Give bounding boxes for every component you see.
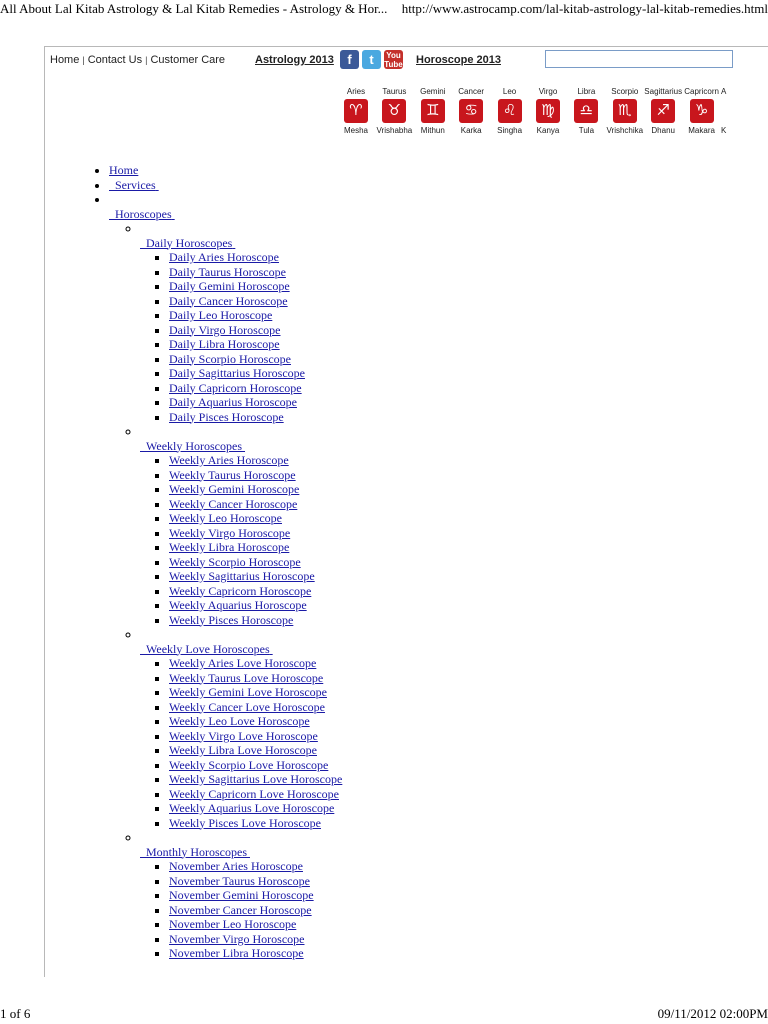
- zodiac-sign[interactable]: [491, 87, 529, 135]
- youtube-icon[interactable]: [384, 50, 403, 69]
- menu-item: [169, 772, 480, 787]
- menu-item: [169, 584, 480, 599]
- nav-contact-link[interactable]: Contact Us: [87, 54, 143, 66]
- menu-item: [169, 946, 480, 961]
- horoscope-link[interactable]: Weekly Aries Horoscope: [169, 453, 289, 467]
- menu-category: [140, 221, 480, 424]
- zodiac-english-name: Capricorn: [684, 87, 719, 96]
- menu-category-items: [140, 859, 480, 961]
- horoscope-link[interactable]: Weekly Aquarius Horoscope: [169, 598, 307, 612]
- horoscope-link[interactable]: Weekly Sagittarius Horoscope: [169, 569, 315, 583]
- social-links: [340, 50, 406, 72]
- menu-item: [169, 932, 480, 947]
- menu-item: [169, 294, 480, 309]
- print-datetime: 09/11/2012 02:00PM: [657, 1006, 768, 1021]
- menu-item: [169, 381, 480, 396]
- zodiac-english-name: Scorpio: [611, 87, 639, 96]
- zodiac-sign-icon[interactable]: ♌: [498, 99, 522, 123]
- menu-category-link[interactable]: [140, 642, 273, 657]
- menu-category: [140, 627, 480, 830]
- print-page-url: http://www.astrocamp.com/lal-kitab-astrology-lal-kitab-remedies.html: [401, 1, 768, 16]
- horoscope-link[interactable]: Weekly Cancer Love Horoscope: [169, 699, 325, 714]
- menu-category-label: Daily Horoscopes: [146, 235, 233, 250]
- print-header: [0, 0, 768, 18]
- horoscope-link[interactable]: November Libra Horoscope: [169, 946, 304, 960]
- zodiac-hindi-name: Vrishabha: [376, 126, 413, 135]
- zodiac-hindi-name: Kanya: [536, 126, 560, 135]
- menu-item: [169, 250, 480, 265]
- menu-item: [169, 758, 480, 773]
- menu-item: [169, 497, 480, 512]
- horoscope-link[interactable]: Daily Scorpio Horoscope: [169, 351, 291, 366]
- menu-level-1: [80, 163, 480, 961]
- menu-item: [169, 598, 480, 613]
- facebook-icon[interactable]: f: [340, 50, 359, 69]
- twitter-icon[interactable]: t: [362, 50, 381, 69]
- horoscope-link[interactable]: Weekly Leo Horoscope: [169, 511, 282, 525]
- horoscope-link[interactable]: November Aries Horoscope: [169, 859, 303, 873]
- horoscope-link[interactable]: Weekly Sagittarius Love Horoscope: [169, 772, 343, 786]
- zodiac-english-name: Libra: [577, 87, 596, 96]
- horoscope-link[interactable]: November Virgo Horoscope: [169, 931, 305, 946]
- horoscope-link[interactable]: Weekly Aquarius Love Horoscope: [169, 801, 335, 815]
- horoscope-link[interactable]: Weekly Taurus Love Horoscope: [169, 670, 324, 685]
- zodiac-english-name: Taurus: [382, 87, 407, 96]
- zodiac-sign[interactable]: [644, 87, 682, 135]
- zodiac-sign[interactable]: [452, 87, 490, 135]
- menu-services-link[interactable]: [109, 178, 159, 192]
- site-menu: [80, 163, 480, 961]
- horoscope-link[interactable]: November Leo Horoscope: [169, 917, 297, 931]
- horoscope-2013-link[interactable]: Horoscope 2013: [416, 54, 501, 66]
- menu-item: [169, 613, 480, 628]
- menu-item: [169, 700, 480, 715]
- nav-separator: |: [82, 55, 85, 65]
- menu-home-link[interactable]: Home: [109, 163, 139, 177]
- menu-item: [169, 801, 480, 816]
- top-bar: [48, 50, 768, 72]
- horoscope-link[interactable]: Weekly Virgo Horoscope: [169, 525, 291, 540]
- zodiac-sign-icon[interactable]: ♎: [574, 99, 598, 123]
- horoscope-link[interactable]: Weekly Scorpio Horoscope: [169, 554, 301, 569]
- zodiac-sign[interactable]: [567, 87, 605, 135]
- horoscope-link[interactable]: Daily Cancer Horoscope: [169, 293, 288, 308]
- zodiac-english-name: Aries: [346, 87, 366, 96]
- menu-category-label: Weekly Horoscopes: [146, 438, 243, 453]
- menu-item: [169, 337, 480, 352]
- youtube-icon-bottom: Tube: [384, 60, 403, 69]
- zodiac-sign[interactable]: [375, 87, 413, 135]
- menu-category-link[interactable]: [140, 236, 235, 251]
- horoscope-link[interactable]: Daily Pisces Horoscope: [169, 409, 284, 424]
- menu-item: [169, 279, 480, 294]
- horoscope-link[interactable]: Weekly Libra Horoscope: [169, 540, 290, 554]
- zodiac-hindi-name: Mesha: [343, 126, 368, 135]
- horoscope-link[interactable]: Daily Aquarius Horoscope: [169, 395, 297, 409]
- print-page-number: 1 of 6: [0, 1006, 31, 1021]
- zodiac-sign[interactable]: [337, 87, 375, 135]
- menu-item: [169, 743, 480, 758]
- zodiac-sign[interactable]: [529, 87, 567, 135]
- zodiac-sign-icon[interactable]: ♍: [536, 99, 560, 123]
- menu-item: [169, 859, 480, 874]
- horoscope-link[interactable]: Weekly Pisces Love Horoscope: [169, 815, 321, 830]
- horoscope-link[interactable]: Weekly Scorpio Love Horoscope: [169, 757, 329, 772]
- menu-category: [140, 424, 480, 627]
- zodiac-english-name: A: [721, 87, 727, 96]
- menu-item: [169, 569, 480, 584]
- horoscope-link[interactable]: Daily Sagittarius Horoscope: [169, 366, 305, 380]
- horoscope-link[interactable]: Weekly Taurus Horoscope: [169, 467, 296, 482]
- menu-item: [169, 468, 480, 483]
- zodiac-english-name: Gemini: [420, 87, 446, 96]
- menu-category-link[interactable]: [140, 845, 250, 860]
- menu-item: [169, 787, 480, 802]
- print-page-title: All About Lal Kitab Astrology & Lal Kitab Remedies - Astrology & Hor...: [0, 1, 388, 16]
- menu-category-label: Monthly Horoscopes: [146, 844, 247, 859]
- menu-horoscopes-link[interactable]: [109, 207, 175, 221]
- horoscope-link[interactable]: November Cancer Horoscope: [169, 902, 312, 917]
- horoscope-link[interactable]: Weekly Capricorn Horoscope: [169, 583, 312, 598]
- menu-item: [169, 526, 480, 541]
- horoscope-link[interactable]: Weekly Libra Love Horoscope: [169, 743, 317, 757]
- print-footer: [0, 1006, 768, 1022]
- menu-item: [169, 453, 480, 468]
- top-nav: [50, 54, 225, 66]
- horoscope-link[interactable]: Daily Aries Horoscope: [169, 250, 279, 264]
- horoscope-link[interactable]: Weekly Gemini Love Horoscope: [169, 685, 327, 699]
- menu-item: [169, 656, 480, 671]
- zodiac-english-name: Sagittarius: [644, 87, 683, 96]
- menu-services-label: Services: [115, 177, 156, 192]
- menu-item: [169, 308, 480, 323]
- menu-item: [169, 482, 480, 497]
- zodiac-sign-icon[interactable]: ♋: [459, 99, 483, 123]
- menu-item: [169, 540, 480, 555]
- menu-category: [140, 830, 480, 961]
- zodiac-sign-icon[interactable]: ♑: [690, 99, 714, 123]
- astrology-2013-link[interactable]: Astrology 2013: [255, 54, 334, 66]
- horoscope-link[interactable]: November Gemini Horoscope: [169, 888, 314, 902]
- menu-item: [169, 816, 480, 831]
- nav-home-link[interactable]: Home: [50, 54, 80, 66]
- horoscope-link[interactable]: Weekly Cancer Horoscope: [169, 496, 298, 511]
- menu-item: [169, 671, 480, 686]
- menu-item: [169, 555, 480, 570]
- menu-item: [169, 395, 480, 410]
- nav-separator: |: [145, 55, 148, 65]
- horoscope-link[interactable]: Weekly Capricorn Love Horoscope: [169, 786, 339, 801]
- horoscope-link[interactable]: Weekly Leo Love Horoscope: [169, 714, 310, 728]
- zodiac-hindi-name: K: [721, 126, 727, 135]
- menu-category-link[interactable]: [140, 439, 245, 454]
- zodiac-hindi-name: Makara: [688, 126, 715, 135]
- zodiac-sign-icon[interactable]: ♉: [382, 99, 406, 123]
- zodiac-sign[interactable]: [683, 87, 721, 135]
- menu-item: [169, 323, 480, 338]
- menu-item: [169, 685, 480, 700]
- horoscope-link[interactable]: Weekly Aries Love Horoscope: [169, 656, 317, 670]
- zodiac-sign[interactable]: [606, 87, 644, 135]
- horoscope-link[interactable]: Daily Virgo Horoscope: [169, 322, 281, 337]
- menu-item-horoscopes: [109, 192, 480, 961]
- menu-item: [169, 352, 480, 367]
- zodiac-sign[interactable]: [414, 87, 452, 135]
- menu-item: [169, 874, 480, 889]
- menu-category-items: [140, 250, 480, 424]
- zodiac-hindi-name: Dhanu: [651, 126, 675, 135]
- menu-item: [169, 714, 480, 729]
- zodiac-english-name: Virgo: [538, 87, 558, 96]
- menu-item: [169, 265, 480, 280]
- menu-category-items: [140, 656, 480, 830]
- zodiac-english-name: Cancer: [458, 87, 485, 96]
- horoscope-categories: [109, 221, 480, 961]
- horoscope-link[interactable]: Daily Taurus Horoscope: [169, 264, 286, 279]
- horoscope-link[interactable]: Daily Gemini Horoscope: [169, 279, 290, 293]
- horoscope-link[interactable]: Daily Capricorn Horoscope: [169, 380, 302, 395]
- menu-item: [169, 366, 480, 381]
- horoscope-link[interactable]: Weekly Gemini Horoscope: [169, 482, 300, 496]
- nav-customer-care-link[interactable]: Customer Care: [150, 54, 226, 66]
- horoscope-link[interactable]: November Taurus Horoscope: [169, 873, 310, 888]
- zodiac-english-name: Leo: [502, 87, 517, 96]
- menu-category-items: [140, 453, 480, 627]
- horoscope-link[interactable]: Daily Libra Horoscope: [169, 337, 280, 351]
- search-input[interactable]: [545, 50, 733, 68]
- horoscope-link[interactable]: Weekly Virgo Love Horoscope: [169, 728, 318, 743]
- zodiac-hindi-name: Tula: [578, 126, 595, 135]
- menu-item-services: [109, 178, 480, 193]
- menu-item-home: [109, 163, 480, 178]
- zodiac-hindi-name: Mithun: [420, 126, 445, 135]
- menu-item: [169, 511, 480, 526]
- youtube-icon-top: You: [386, 51, 401, 60]
- zodiac-sign-icon[interactable]: ♊: [421, 99, 445, 123]
- menu-item: [169, 729, 480, 744]
- menu-item: [169, 888, 480, 903]
- menu-item: [169, 903, 480, 918]
- menu-horoscopes-label: Horoscopes: [115, 206, 172, 221]
- zodiac-hindi-name: Vrishchika: [606, 126, 644, 135]
- menu-item: [169, 410, 480, 425]
- horoscope-link[interactable]: Weekly Pisces Horoscope: [169, 612, 294, 627]
- zodiac-sign-icon[interactable]: ♏: [613, 99, 637, 123]
- menu-item: [169, 917, 480, 932]
- zodiac-hindi-name: Karka: [460, 126, 482, 135]
- zodiac-sign[interactable]: [721, 87, 733, 135]
- horoscope-link[interactable]: Daily Leo Horoscope: [169, 308, 273, 322]
- zodiac-hindi-name: Singha: [497, 126, 523, 135]
- zodiac-icon-placeholder: [721, 98, 733, 126]
- menu-category-label: Weekly Love Horoscopes: [146, 641, 270, 656]
- zodiac-sign-icon[interactable]: ♐: [651, 99, 675, 123]
- zodiac-sign-icon[interactable]: ♈: [344, 99, 368, 123]
